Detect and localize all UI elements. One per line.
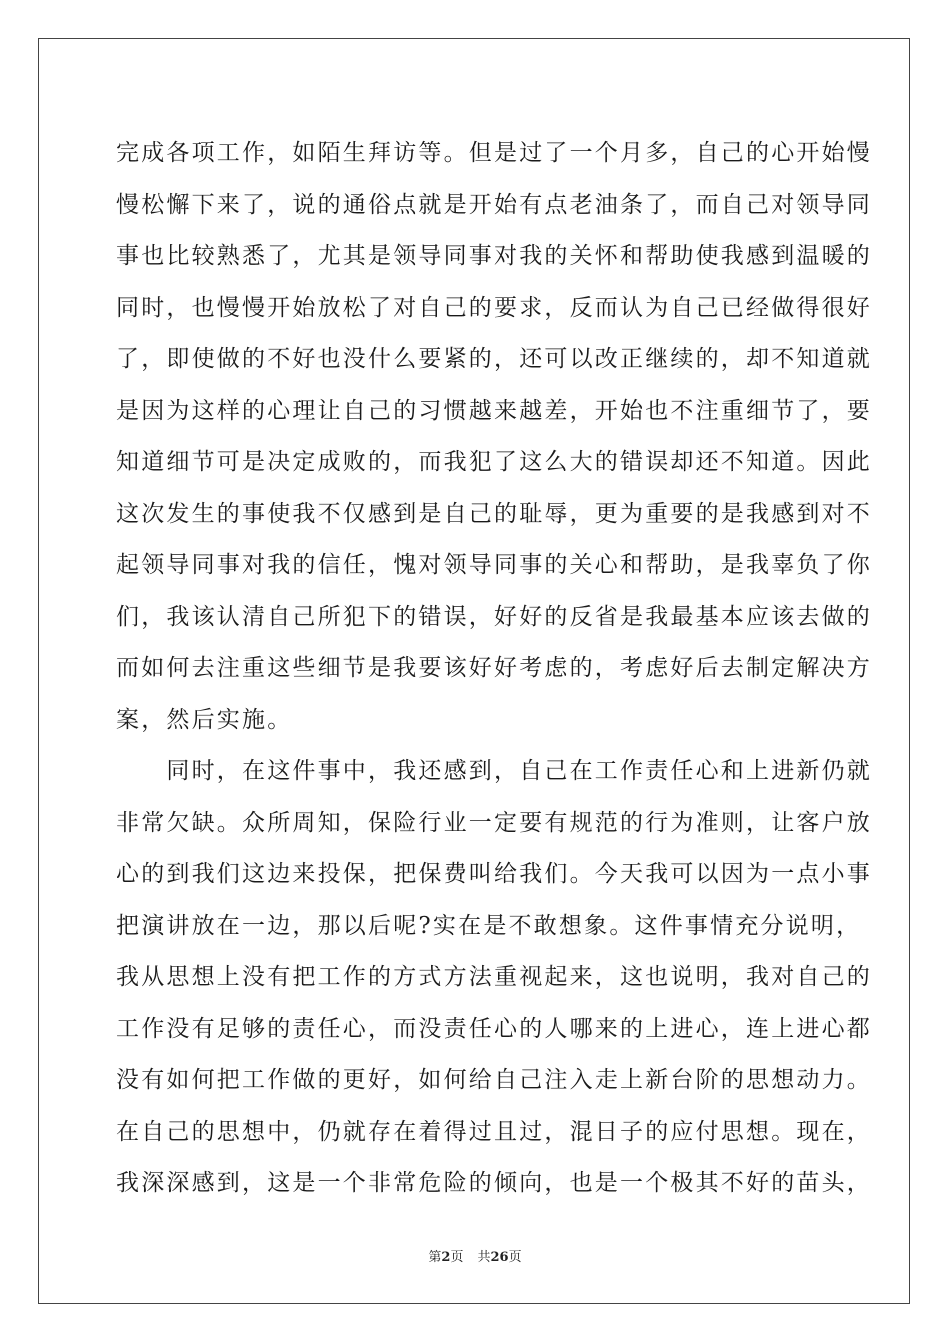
text-line: 非常欠缺。众所周知，保险行业一定要有规范的行为准则，让客户放 — [116, 809, 872, 836]
text-line: 慢松懈下来了，说的通俗点就是开始有点老油条了，而自己对领导同 — [116, 191, 872, 218]
page-number: 第2页 — [428, 1250, 464, 1265]
page-total: 共26页 — [477, 1250, 522, 1265]
text-line: 了，即使做的不好也没什么要紧的，还可以改正继续的，却不知道就 — [116, 346, 872, 372]
text-line: 而如何去注重这些细节是我要该好好考虑的，考虑好后去制定解决方 — [116, 655, 872, 681]
text-line: 们，我该认清自己所犯下的错误，好好的反省是我最基本应该去做的 — [116, 603, 872, 630]
text-line: 工作没有足够的责任心，而没责任心的人哪来的上进心，连上进心都 — [116, 1015, 872, 1042]
text-line: 知道细节可是决定成败的，而我犯了这么大的错误却还不知道。因此 — [116, 449, 872, 475]
text-line: 我深深感到，这是一个非常危险的倾向，也是一个极其不好的苗头， — [116, 1170, 872, 1196]
text-line: 同时，也慢慢开始放松了对自己的要求，反而认为自己已经做得很好 — [116, 294, 872, 321]
text-line: 我从思想上没有把工作的方式方法重视起来，这也说明，我对自己的 — [116, 964, 872, 990]
text-line: 事也比较熟悉了，尤其是领导同事对我的关怀和帮助使我感到温暖的 — [116, 243, 872, 269]
text-line: 起领导同事对我的信任，愧对领导同事的关心和帮助，是我辜负了你 — [116, 552, 872, 578]
page-footer — [0, 1246, 950, 1265]
text-line: 完成各项工作，如陌生拜访等。但是过了一个月多，自己的心开始慢 — [116, 140, 872, 166]
text-line: 在自己的思想中，仍就存在着得过且过，混日子的应付思想。现在， — [116, 1118, 872, 1145]
document-body — [116, 128, 872, 1210]
text-line: 是因为这样的心理让自己的习惯越来越差，开始也不注重细节了，要 — [116, 397, 872, 424]
text-line: 没有如何把工作做的更好，如何给自己注入走上新台阶的思想动力。 — [116, 1067, 872, 1093]
text-line: 心的到我们这边来投保，把保费叫给我们。今天我可以因为一点小事 — [116, 861, 872, 887]
text-line: 同时，在这件事中，我还感到，自己在工作责任心和上进新仍就 — [116, 758, 872, 784]
text-line: 案，然后实施。 — [116, 706, 293, 733]
text-line: 把演讲放在一边，那以后呢?实在是不敢想象。这件事情充分说明， — [116, 912, 862, 939]
text-line: 这次发生的事使我不仅感到是自己的耻辱，更为重要的是我感到对不 — [116, 500, 872, 527]
